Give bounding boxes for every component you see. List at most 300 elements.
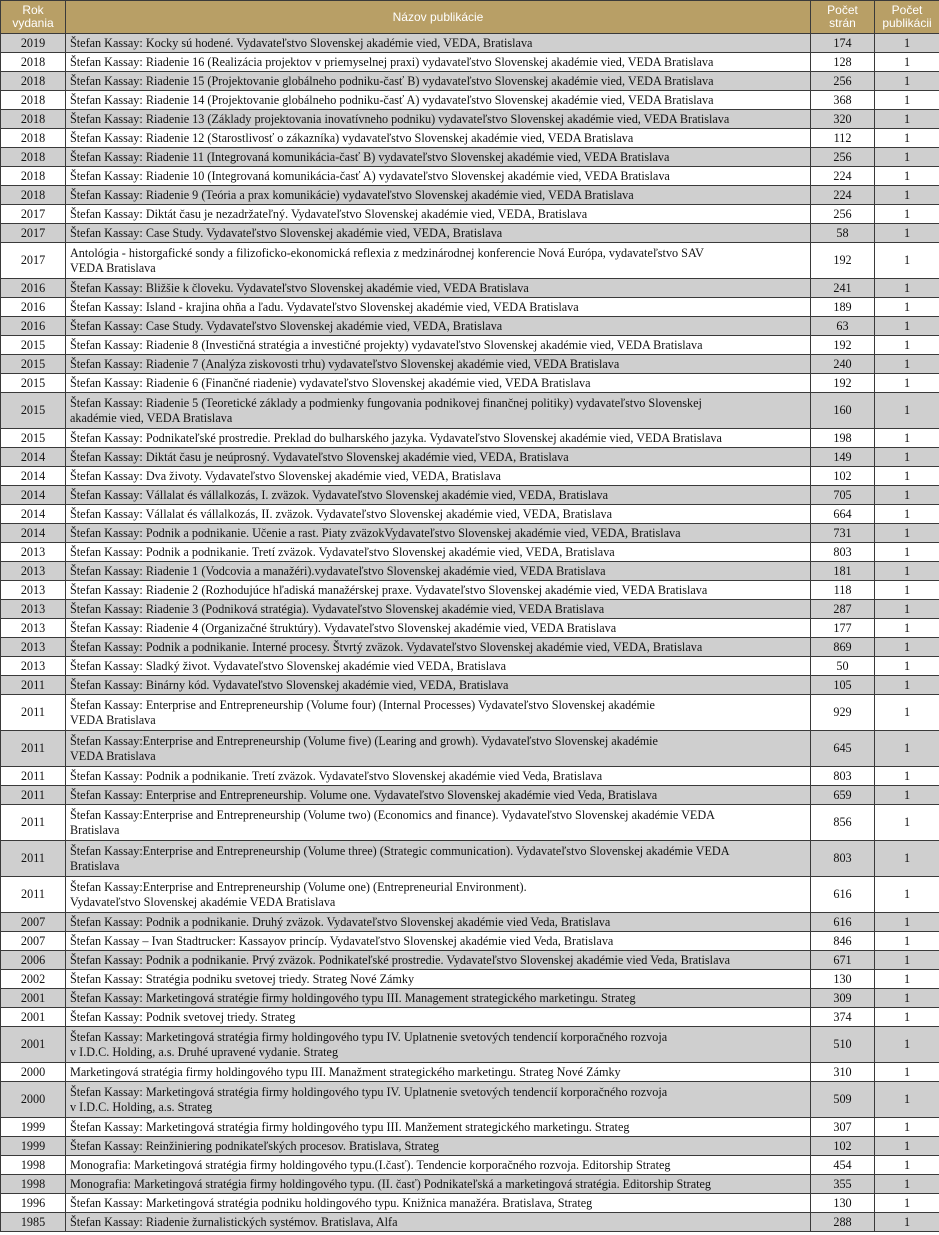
title-line: Štefan Kassay: Vállalat és vállalkozás, I. zväzok. Vydavateľstvo Slovenskej akadémie vied, VEDA, Bratislava bbox=[70, 487, 609, 502]
title-cell bbox=[66, 336, 811, 355]
title-line: Štefan Kassay: Riadenie 11 (Integrovaná komunikácia-časť B) vydavateľstvo Slovenskej akadémie vied, VEDA Bratislava bbox=[70, 149, 670, 164]
title-line: akadémie vied, VEDA Bratislava bbox=[70, 410, 233, 425]
pages-cell: 118 bbox=[811, 581, 875, 600]
title-line: Štefan Kassay: Enterprise and Entrepreneurship (Volume four) (Internal Processes) Vydavateľstvo Slovenskej akadémie bbox=[70, 697, 655, 712]
pages-cell: 803 bbox=[811, 767, 875, 786]
pages-cell: 63 bbox=[811, 317, 875, 336]
pages-cell: 224 bbox=[811, 167, 875, 186]
count-cell: 1 bbox=[875, 355, 939, 374]
pages-cell: 664 bbox=[811, 505, 875, 524]
title-cell bbox=[66, 186, 811, 205]
pages-cell: 192 bbox=[811, 243, 875, 279]
title-cell bbox=[66, 657, 811, 676]
title-cell bbox=[66, 448, 811, 467]
count-cell: 1 bbox=[875, 393, 939, 429]
year-cell: 2011 bbox=[1, 805, 66, 841]
header-title: Názov publikácie bbox=[66, 1, 811, 34]
title-cell bbox=[66, 243, 811, 279]
count-cell: 1 bbox=[875, 657, 939, 676]
table-row bbox=[1, 505, 939, 524]
title-cell bbox=[66, 731, 811, 767]
title-line: Štefan Kassay: Riadenie žurnalistických systémov. Bratislava, Alfa bbox=[70, 1214, 398, 1229]
count-cell: 1 bbox=[875, 279, 939, 298]
pages-cell: 803 bbox=[811, 543, 875, 562]
year-cell: 2014 bbox=[1, 505, 66, 524]
count-cell: 1 bbox=[875, 619, 939, 638]
table-row bbox=[1, 1175, 939, 1194]
title-line: Štefan Kassay: Binárny kód. Vydavateľstvo Slovenskej akadémie vied, VEDA, Bratislava bbox=[70, 677, 509, 692]
count-cell: 1 bbox=[875, 1063, 939, 1082]
pages-cell: 130 bbox=[811, 970, 875, 989]
table-row bbox=[1, 1194, 939, 1213]
title-line: v I.D.C. Holding, a.s. Strateg bbox=[70, 1099, 213, 1114]
year-cell: 2001 bbox=[1, 1008, 66, 1027]
year-cell: 2013 bbox=[1, 543, 66, 562]
count-cell: 1 bbox=[875, 467, 939, 486]
year-cell: 2018 bbox=[1, 167, 66, 186]
title-line: Štefan Kassay: Riadenie 3 (Podniková stratégia). Vydavateľstvo Slovenskej akadémie vied, VEDA Bratislava bbox=[70, 601, 605, 616]
pages-cell: 149 bbox=[811, 448, 875, 467]
table-row bbox=[1, 129, 939, 148]
count-cell: 1 bbox=[875, 1082, 939, 1118]
title-cell bbox=[66, 841, 811, 877]
header-pages-line2: strán bbox=[829, 16, 856, 30]
pages-cell: 803 bbox=[811, 841, 875, 877]
year-cell: 2018 bbox=[1, 53, 66, 72]
title-line: Štefan Kassay:Enterprise and Entrepreneurship (Volume five) (Learing and growh). Vydavateľstvo Slovenskej akadémie bbox=[70, 733, 658, 748]
table-row bbox=[1, 429, 939, 448]
pages-cell: 869 bbox=[811, 638, 875, 657]
count-cell: 1 bbox=[875, 1175, 939, 1194]
pages-cell: 320 bbox=[811, 110, 875, 129]
title-cell bbox=[66, 638, 811, 657]
title-line: Štefan Kassay: Riadenie 15 (Projektovanie globálneho podniku-časť B) vydavateľstvo Slovenskej akadémie vied, VEDA Bratislava bbox=[70, 73, 714, 88]
count-cell: 1 bbox=[875, 374, 939, 393]
count-cell: 1 bbox=[875, 72, 939, 91]
title-line: v I.D.C. Holding, a.s. Druhé upravené vydanie. Strateg bbox=[70, 1044, 339, 1059]
year-cell: 2015 bbox=[1, 374, 66, 393]
pages-cell: 309 bbox=[811, 989, 875, 1008]
count-cell: 1 bbox=[875, 298, 939, 317]
title-cell bbox=[66, 467, 811, 486]
count-cell: 1 bbox=[875, 1213, 939, 1232]
table-row bbox=[1, 448, 939, 467]
table-row bbox=[1, 186, 939, 205]
title-line: Štefan Kassay: Riadenie 4 (Organizačné štruktúry). Vydavateľstvo Slovenskej akadémie vied, VEDA Bratislava bbox=[70, 620, 617, 635]
pages-cell: 510 bbox=[811, 1027, 875, 1063]
pages-cell: 288 bbox=[811, 1213, 875, 1232]
title-cell bbox=[66, 91, 811, 110]
year-cell: 2011 bbox=[1, 786, 66, 805]
count-cell: 1 bbox=[875, 186, 939, 205]
year-cell: 2018 bbox=[1, 186, 66, 205]
title-line: Štefan Kassay: Podnik a podnikanie. Druhý zväzok. Vydavateľstvo Slovenskej akadémie vied Veda, Bratislava bbox=[70, 914, 611, 929]
title-cell bbox=[66, 913, 811, 932]
title-line: Štefan Kassay: Marketingová stratégia firmy holdingového typu IV. Uplatnenie svetových tendencií korporačného rozvoja bbox=[70, 1084, 668, 1099]
title-cell bbox=[66, 393, 811, 429]
title-cell bbox=[66, 619, 811, 638]
title-cell bbox=[66, 581, 811, 600]
year-cell: 2002 bbox=[1, 970, 66, 989]
title-line: Vydavateľstvo Slovenskej akadémie VEDA Bratislava bbox=[70, 894, 336, 909]
title-line: Štefan Kassay: Riadenie 9 (Teória a prax komunikácie) vydavateľstvo Slovenskej akadémie vied, VEDA Bratislava bbox=[70, 187, 634, 202]
title-cell bbox=[66, 279, 811, 298]
table-row bbox=[1, 1118, 939, 1137]
header-count-line2: publikácii bbox=[882, 16, 932, 30]
count-cell: 1 bbox=[875, 110, 939, 129]
pages-cell: 307 bbox=[811, 1118, 875, 1137]
title-line: Štefan Kassay: Marketingová stratégia podniku holdingového typu. Knižnica manažéra. Bratislava, Strateg bbox=[70, 1195, 593, 1210]
title-line: Bratislava bbox=[70, 858, 120, 873]
title-cell bbox=[66, 1194, 811, 1213]
year-cell: 2016 bbox=[1, 279, 66, 298]
pages-cell: 355 bbox=[811, 1175, 875, 1194]
title-cell bbox=[66, 1137, 811, 1156]
count-cell: 1 bbox=[875, 932, 939, 951]
title-line: Štefan Kassay: Kocky sú hodené. Vydavateľstvo Slovenskej akadémie vied, VEDA, Bratislava bbox=[70, 35, 533, 50]
count-cell: 1 bbox=[875, 1118, 939, 1137]
title-cell bbox=[66, 224, 811, 243]
header-year-line2: vydania bbox=[12, 16, 54, 30]
year-cell: 2000 bbox=[1, 1082, 66, 1118]
pages-cell: 112 bbox=[811, 129, 875, 148]
table-row bbox=[1, 731, 939, 767]
year-cell: 1999 bbox=[1, 1137, 66, 1156]
pages-cell: 310 bbox=[811, 1063, 875, 1082]
year-cell: 2011 bbox=[1, 841, 66, 877]
title-cell bbox=[66, 676, 811, 695]
title-line: Štefan Kassay: Podnik a podnikanie. Tretí zväzok. Vydavateľstvo Slovenskej akadémie vied Veda, Bratislava bbox=[70, 768, 603, 783]
pages-cell: 240 bbox=[811, 355, 875, 374]
title-cell bbox=[66, 786, 811, 805]
count-cell: 1 bbox=[875, 429, 939, 448]
pages-cell: 287 bbox=[811, 600, 875, 619]
title-cell bbox=[66, 970, 811, 989]
count-cell: 1 bbox=[875, 989, 939, 1008]
title-cell bbox=[66, 72, 811, 91]
year-cell: 2013 bbox=[1, 562, 66, 581]
pages-cell: 731 bbox=[811, 524, 875, 543]
count-cell: 1 bbox=[875, 562, 939, 581]
pages-cell: 454 bbox=[811, 1156, 875, 1175]
count-cell: 1 bbox=[875, 317, 939, 336]
pages-cell: 181 bbox=[811, 562, 875, 581]
table-row bbox=[1, 91, 939, 110]
pages-cell: 256 bbox=[811, 148, 875, 167]
title-cell bbox=[66, 486, 811, 505]
title-line: Bratislava bbox=[70, 822, 120, 837]
table-row bbox=[1, 932, 939, 951]
pages-cell: 198 bbox=[811, 429, 875, 448]
pages-cell: 128 bbox=[811, 53, 875, 72]
title-cell bbox=[66, 53, 811, 72]
pages-cell: 58 bbox=[811, 224, 875, 243]
header-count-line1: Počet bbox=[891, 3, 923, 17]
title-line: Štefan Kassay: Podnik a podnikanie. Prvý zväzok. Podnikateľské prostredie. Vydavateľstvo Slovenskej akadémie vied Veda, Bratislava bbox=[70, 952, 730, 967]
year-cell: 2013 bbox=[1, 657, 66, 676]
year-cell: 2011 bbox=[1, 767, 66, 786]
count-cell: 1 bbox=[875, 581, 939, 600]
count-cell: 1 bbox=[875, 951, 939, 970]
pages-cell: 374 bbox=[811, 1008, 875, 1027]
year-cell: 2011 bbox=[1, 676, 66, 695]
header-pages bbox=[811, 1, 875, 34]
title-line: VEDA Bratislava bbox=[70, 748, 156, 763]
table-row bbox=[1, 53, 939, 72]
pages-cell: 645 bbox=[811, 731, 875, 767]
title-line: Marketingová stratégia firmy holdingového typu III. Manažment strategického marketingu. Strateg Nové Zámky bbox=[70, 1064, 621, 1079]
table-row bbox=[1, 1082, 939, 1118]
title-line: Štefan Kassay: Riadenie 2 (Rozhodujúce hľadiská manažérskej praxe. Vydavateľstvo Slovenskej akadémie vied, VEDA Bratislava bbox=[70, 582, 708, 597]
title-line: Štefan Kassay: Riadenie 16 (Realizácia projektov v priemyselnej praxi) vydavateľstvo Slovenskej akadémie vied, VEDA Bratislava bbox=[70, 54, 714, 69]
count-cell: 1 bbox=[875, 486, 939, 505]
title-line: Štefan Kassay:Enterprise and Entrepreneurship (Volume two) (Economics and finance). Vydavateľstvo Slovenskej akadémie VEDA bbox=[70, 807, 715, 822]
title-line: Štefan Kassay:Enterprise and Entrepreneurship (Volume one) (Entrepreneurial Environment). bbox=[70, 879, 527, 894]
title-cell bbox=[66, 600, 811, 619]
year-cell: 1999 bbox=[1, 1118, 66, 1137]
year-cell: 2018 bbox=[1, 148, 66, 167]
year-cell: 2018 bbox=[1, 129, 66, 148]
pages-cell: 50 bbox=[811, 657, 875, 676]
table-row bbox=[1, 619, 939, 638]
table-row bbox=[1, 467, 939, 486]
title-cell bbox=[66, 374, 811, 393]
title-cell bbox=[66, 1063, 811, 1082]
title-cell bbox=[66, 355, 811, 374]
title-cell bbox=[66, 129, 811, 148]
title-cell bbox=[66, 562, 811, 581]
year-cell: 2011 bbox=[1, 731, 66, 767]
table-row bbox=[1, 374, 939, 393]
table-row bbox=[1, 877, 939, 913]
year-cell: 1998 bbox=[1, 1175, 66, 1194]
title-cell bbox=[66, 932, 811, 951]
title-line: Štefan Kassay: Riadenie 5 (Teoretické základy a podmienky fungovania podnikovej finančnej politiky) vydavateľstvo Slovenskej bbox=[70, 395, 702, 410]
title-line: VEDA Bratislava bbox=[70, 260, 156, 275]
year-cell: 2001 bbox=[1, 989, 66, 1008]
pages-cell: 256 bbox=[811, 205, 875, 224]
year-cell: 2015 bbox=[1, 355, 66, 374]
table-row bbox=[1, 224, 939, 243]
count-cell: 1 bbox=[875, 91, 939, 110]
table-row bbox=[1, 1027, 939, 1063]
table-row bbox=[1, 1008, 939, 1027]
count-cell: 1 bbox=[875, 505, 939, 524]
table-row bbox=[1, 279, 939, 298]
table-row bbox=[1, 841, 939, 877]
title-line: Štefan Kassay: Bližšie k človeku. Vydavateľstvo Slovenskej akadémie vied, VEDA Bratislava bbox=[70, 280, 529, 295]
year-cell: 1985 bbox=[1, 1213, 66, 1232]
pages-cell: 616 bbox=[811, 913, 875, 932]
year-cell: 2017 bbox=[1, 224, 66, 243]
table-row bbox=[1, 638, 939, 657]
table-row bbox=[1, 34, 939, 53]
table-row bbox=[1, 486, 939, 505]
year-cell: 2014 bbox=[1, 486, 66, 505]
table-row bbox=[1, 355, 939, 374]
pages-cell: 671 bbox=[811, 951, 875, 970]
pages-cell: 856 bbox=[811, 805, 875, 841]
table-row bbox=[1, 562, 939, 581]
count-cell: 1 bbox=[875, 148, 939, 167]
count-cell: 1 bbox=[875, 336, 939, 355]
title-line: Štefan Kassay: Case Study. Vydavateľstvo Slovenskej akadémie vied, VEDA, Bratislava bbox=[70, 318, 503, 333]
pages-cell: 659 bbox=[811, 786, 875, 805]
title-line: Štefan Kassay: Riadenie 8 (Investičná stratégia a investičné projekty) vydavateľstvo Slovenskej akadémie vied, VEDA Bratislava bbox=[70, 337, 703, 352]
header-count bbox=[875, 1, 939, 34]
table-row bbox=[1, 72, 939, 91]
title-line: Monografia: Marketingová stratégia firmy holdingového typu.(I.časť). Tendencie korporačného rozvoja. Editorship Strateg bbox=[70, 1157, 671, 1172]
title-cell bbox=[66, 205, 811, 224]
title-cell bbox=[66, 767, 811, 786]
table-row bbox=[1, 600, 939, 619]
pages-cell: 616 bbox=[811, 877, 875, 913]
count-cell: 1 bbox=[875, 243, 939, 279]
pages-cell: 174 bbox=[811, 34, 875, 53]
table-row bbox=[1, 205, 939, 224]
title-line: Štefan Kassay: Podnik a podnikanie. Tretí zväzok. Vydavateľstvo Slovenskej akadémie vied, VEDA, Bratislava bbox=[70, 544, 615, 559]
title-line: Štefan Kassay: Riadenie 10 (Integrovaná komunikácia-časť A) vydavateľstvo Slovenskej akadémie vied, VEDA Bratislava bbox=[70, 168, 670, 183]
count-cell: 1 bbox=[875, 543, 939, 562]
count-cell: 1 bbox=[875, 877, 939, 913]
count-cell: 1 bbox=[875, 524, 939, 543]
title-cell bbox=[66, 1082, 811, 1118]
year-cell: 2018 bbox=[1, 91, 66, 110]
table-row bbox=[1, 524, 939, 543]
title-cell bbox=[66, 877, 811, 913]
title-cell bbox=[66, 524, 811, 543]
title-line: Štefan Kassay: Sladký život. Vydavateľstvo Slovenskej akadémie vied VEDA, Bratislava bbox=[70, 658, 507, 673]
pages-cell: 846 bbox=[811, 932, 875, 951]
title-cell bbox=[66, 317, 811, 336]
pages-cell: 368 bbox=[811, 91, 875, 110]
title-cell bbox=[66, 429, 811, 448]
table-row bbox=[1, 243, 939, 279]
title-line: Štefan Kassay: Riadenie 6 (Finančné riadenie) vydavateľstvo Slovenskej akadémie vied, VEDA Bratislava bbox=[70, 375, 591, 390]
count-cell: 1 bbox=[875, 205, 939, 224]
year-cell: 2014 bbox=[1, 467, 66, 486]
title-line: Štefan Kassay: Marketingová stratégia firmy holdingového typu IV. Uplatnenie svetových tendencií korporačného rozvoja bbox=[70, 1029, 668, 1044]
table-row bbox=[1, 970, 939, 989]
title-line: Štefan Kassay: Marketingová stratégie firmy holdingového typu III. Management strategického marketingu. Strateg bbox=[70, 990, 636, 1005]
title-line: Štefan Kassay: Podnik svetovej triedy. Strateg bbox=[70, 1009, 296, 1024]
table-row bbox=[1, 1156, 939, 1175]
title-line: Štefan Kassay – Ivan Stadtrucker: Kassayov princíp. Vydavateľstvo Slovenskej akadémie vied Veda, Bratislava bbox=[70, 933, 614, 948]
year-cell: 2017 bbox=[1, 243, 66, 279]
count-cell: 1 bbox=[875, 676, 939, 695]
year-cell: 2007 bbox=[1, 913, 66, 932]
title-cell bbox=[66, 505, 811, 524]
year-cell: 2011 bbox=[1, 877, 66, 913]
count-cell: 1 bbox=[875, 448, 939, 467]
year-cell: 2011 bbox=[1, 695, 66, 731]
count-cell: 1 bbox=[875, 129, 939, 148]
count-cell: 1 bbox=[875, 224, 939, 243]
pages-cell: 509 bbox=[811, 1082, 875, 1118]
count-cell: 1 bbox=[875, 1156, 939, 1175]
title-cell bbox=[66, 543, 811, 562]
year-cell: 2018 bbox=[1, 110, 66, 129]
year-cell: 2014 bbox=[1, 448, 66, 467]
title-line: Štefan Kassay: Podnik a podnikanie. Učenie a rast. Piaty zväzokVydavateľstvo Slovenskej akadémie vied, VEDA, Bratislava bbox=[70, 525, 681, 540]
title-cell bbox=[66, 1175, 811, 1194]
year-cell: 2015 bbox=[1, 393, 66, 429]
title-line: Štefan Kassay: Riadenie 1 (Vodcovia a manažéri).vydavateľstvo Slovenskej akadémie vied, VEDA Bratislava bbox=[70, 563, 606, 578]
pages-cell: 130 bbox=[811, 1194, 875, 1213]
pages-cell: 705 bbox=[811, 486, 875, 505]
title-line: Monografia: Marketingová stratégia firmy holdingového typu. (II. časť) Podnikateľská a marketingová stratégia. Editorship Strateg bbox=[70, 1176, 712, 1191]
title-cell bbox=[66, 1156, 811, 1175]
year-cell: 1996 bbox=[1, 1194, 66, 1213]
title-line: Štefan Kassay:Enterprise and Entrepreneurship (Volume three) (Strategic communication). Vydavateľstvo Slovenskej akadémie VEDA bbox=[70, 843, 730, 858]
title-line: Antológia - historgafické sondy a filizoficko-ekonomická reflexia z medzinárodnej konferencie Nová Európa, vydavateľstvo SAV bbox=[70, 245, 704, 260]
table-row bbox=[1, 543, 939, 562]
year-cell: 2016 bbox=[1, 298, 66, 317]
count-cell: 1 bbox=[875, 1194, 939, 1213]
title-line: Štefan Kassay: Dva životy. Vydavateľstvo Slovenskej akadémie vied, VEDA, Bratislava bbox=[70, 468, 501, 483]
title-cell bbox=[66, 167, 811, 186]
count-cell: 1 bbox=[875, 1027, 939, 1063]
year-cell: 2000 bbox=[1, 1063, 66, 1082]
pages-cell: 160 bbox=[811, 393, 875, 429]
title-cell bbox=[66, 951, 811, 970]
table-row bbox=[1, 989, 939, 1008]
count-cell: 1 bbox=[875, 841, 939, 877]
table-row bbox=[1, 393, 939, 429]
table-row bbox=[1, 148, 939, 167]
title-cell bbox=[66, 1027, 811, 1063]
title-cell bbox=[66, 148, 811, 167]
year-cell: 2015 bbox=[1, 336, 66, 355]
title-line: Štefan Kassay: Diktát času je neúprosný. Vydavateľstvo Slovenskej akadémie vied, VEDA, Bratislava bbox=[70, 449, 569, 464]
pages-cell: 192 bbox=[811, 374, 875, 393]
pages-cell: 177 bbox=[811, 619, 875, 638]
pages-cell: 192 bbox=[811, 336, 875, 355]
pages-cell: 102 bbox=[811, 467, 875, 486]
table-row bbox=[1, 1213, 939, 1232]
title-line: Štefan Kassay: Marketingová stratégia firmy holdingového typu III. Manžement strategického marketingu. Strateg bbox=[70, 1119, 630, 1134]
year-cell: 2013 bbox=[1, 619, 66, 638]
title-line: Štefan Kassay: Reinžiniering podnikateľských procesov. Bratislava, Strateg bbox=[70, 1138, 440, 1153]
title-line: Štefan Kassay: Vállalat és vállalkozás, II. zväzok. Vydavateľstvo Slovenskej akadémie vied, VEDA, Bratislava bbox=[70, 506, 613, 521]
title-line: Štefan Kassay: Podnikateľské prostredie. Preklad do bulharského jazyka. Vydavateľstvo Slovenskej akadémie vied, VEDA Bratislava bbox=[70, 430, 722, 445]
count-cell: 1 bbox=[875, 53, 939, 72]
title-line: Štefan Kassay: Podnik a podnikanie. Interné procesy. Štvrtý zväzok. Vydavateľstvo Slovenskej akadémie vied, VEDA, Bratislava bbox=[70, 639, 703, 654]
pages-cell: 256 bbox=[811, 72, 875, 91]
year-cell: 1998 bbox=[1, 1156, 66, 1175]
table-row bbox=[1, 336, 939, 355]
table-row bbox=[1, 913, 939, 932]
count-cell: 1 bbox=[875, 786, 939, 805]
table-row bbox=[1, 298, 939, 317]
header-pages-line1: Počet bbox=[827, 3, 858, 17]
count-cell: 1 bbox=[875, 970, 939, 989]
table-row bbox=[1, 695, 939, 731]
count-cell: 1 bbox=[875, 805, 939, 841]
count-cell: 1 bbox=[875, 731, 939, 767]
title-cell bbox=[66, 1008, 811, 1027]
table-row bbox=[1, 1063, 939, 1082]
count-cell: 1 bbox=[875, 638, 939, 657]
pages-cell: 105 bbox=[811, 676, 875, 695]
count-cell: 1 bbox=[875, 167, 939, 186]
table-row bbox=[1, 110, 939, 129]
title-cell bbox=[66, 1213, 811, 1232]
table-row bbox=[1, 1137, 939, 1156]
table-row bbox=[1, 786, 939, 805]
table-row bbox=[1, 581, 939, 600]
count-cell: 1 bbox=[875, 1008, 939, 1027]
